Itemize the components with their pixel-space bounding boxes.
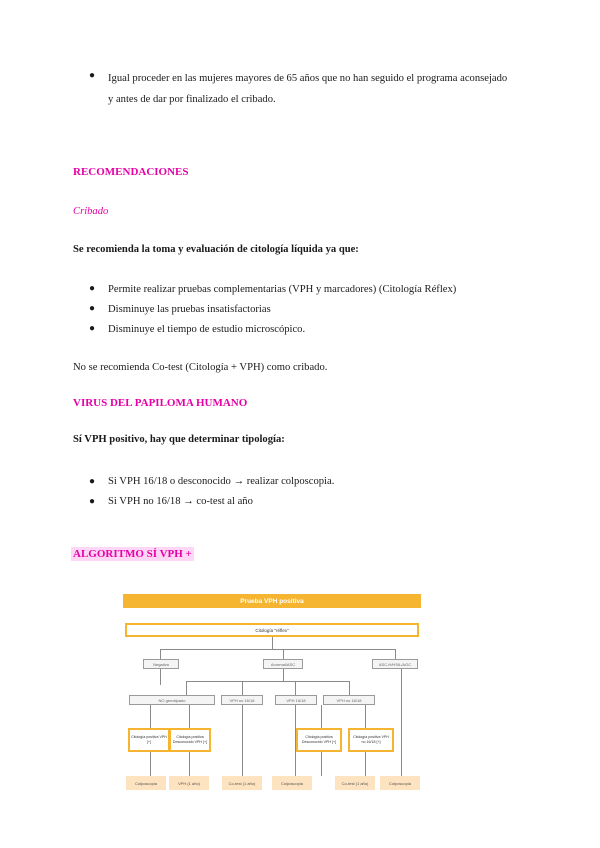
bullet-dot: ●	[89, 283, 96, 294]
diagram-level2: VPH no 16/18	[323, 695, 375, 705]
bullet-dot: ●	[89, 476, 96, 487]
diagram-asch: ASC-H/HSIL/AGC	[372, 659, 418, 669]
diagram-result: Colposcopia	[272, 776, 312, 790]
cribado-bullet: Permite realizar pruebas complementarias (VPH y marcadores) (Citología Réflex)	[108, 284, 457, 295]
diagram-result: Co-test (1 año)	[335, 776, 375, 790]
diagram-result: VPH (1 año)	[169, 776, 209, 790]
bullet-dot: ●	[89, 323, 96, 334]
bullet-dot: ●	[89, 496, 96, 507]
intro-bullet-line1: Igual proceder en las mujeres mayores de 65 años que no han seguido el programa aconsejado	[108, 73, 508, 84]
diagram-anormal: Anormal/ASC	[263, 659, 303, 669]
vph-algorithm-diagram	[123, 594, 421, 792]
diagram-reflex: Citología "réflex"	[125, 623, 419, 637]
cribado-statement: Se recomienda la toma y evaluación de citología líquida ya que:	[73, 244, 359, 255]
bullet-dot: ●	[89, 70, 96, 81]
diagram-level2: VPH 16/18	[275, 695, 317, 705]
vph-bullet: Si VPH 16/18 o desconocido → realizar colposcopia.	[108, 476, 335, 487]
recomendaciones-heading: RECOMENDACIONES	[73, 166, 189, 178]
diagram-orange-box: Citología positiva VPH no 16/18 [+]	[348, 728, 394, 752]
cribado-subheading: Cribado	[73, 206, 109, 217]
diagram-orange-box: Citología positiva Desconocido VPH [+]	[169, 728, 211, 752]
bullet-dot: ●	[89, 303, 96, 314]
diagram-no-genotipado: NO genotipado	[129, 695, 215, 705]
intro-bullet-line2: y antes de dar por finalizado el cribado.	[108, 94, 276, 105]
diagram-result: Co-test (1 año)	[222, 776, 262, 790]
cotest-note: No se recomienda Co-test (Citología + VPH) como cribado.	[73, 362, 328, 373]
diagram-level2: VPH no 16/18	[221, 695, 263, 705]
algoritmo-heading-text: ALGORITMO SÍ VPH +	[73, 548, 192, 560]
vph-bullet: Si VPH no 16/18 → co-test al año	[108, 496, 253, 507]
diagram-title: Prueba VPH positiva	[123, 594, 421, 608]
vph-heading: VIRUS DEL PAPILOMA HUMANO	[73, 397, 248, 409]
cribado-bullet: Disminuye las pruebas insatisfactorias	[108, 304, 271, 315]
diagram-result: Colposcopia	[380, 776, 420, 790]
diagram-result: Colposcopia	[126, 776, 166, 790]
diagram-negativa: Negativa	[143, 659, 179, 669]
cribado-bullet: Disminuye el tiempo de estudio microscópico.	[108, 324, 306, 335]
diagram-orange-box: Citología positiva VPH [+]	[128, 728, 170, 752]
diagram-orange-box: Citología positiva Desconocido VPH [+]	[296, 728, 342, 752]
vph-statement: Sí VPH positivo, hay que determinar tipología:	[73, 434, 285, 445]
algoritmo-heading	[71, 548, 194, 560]
